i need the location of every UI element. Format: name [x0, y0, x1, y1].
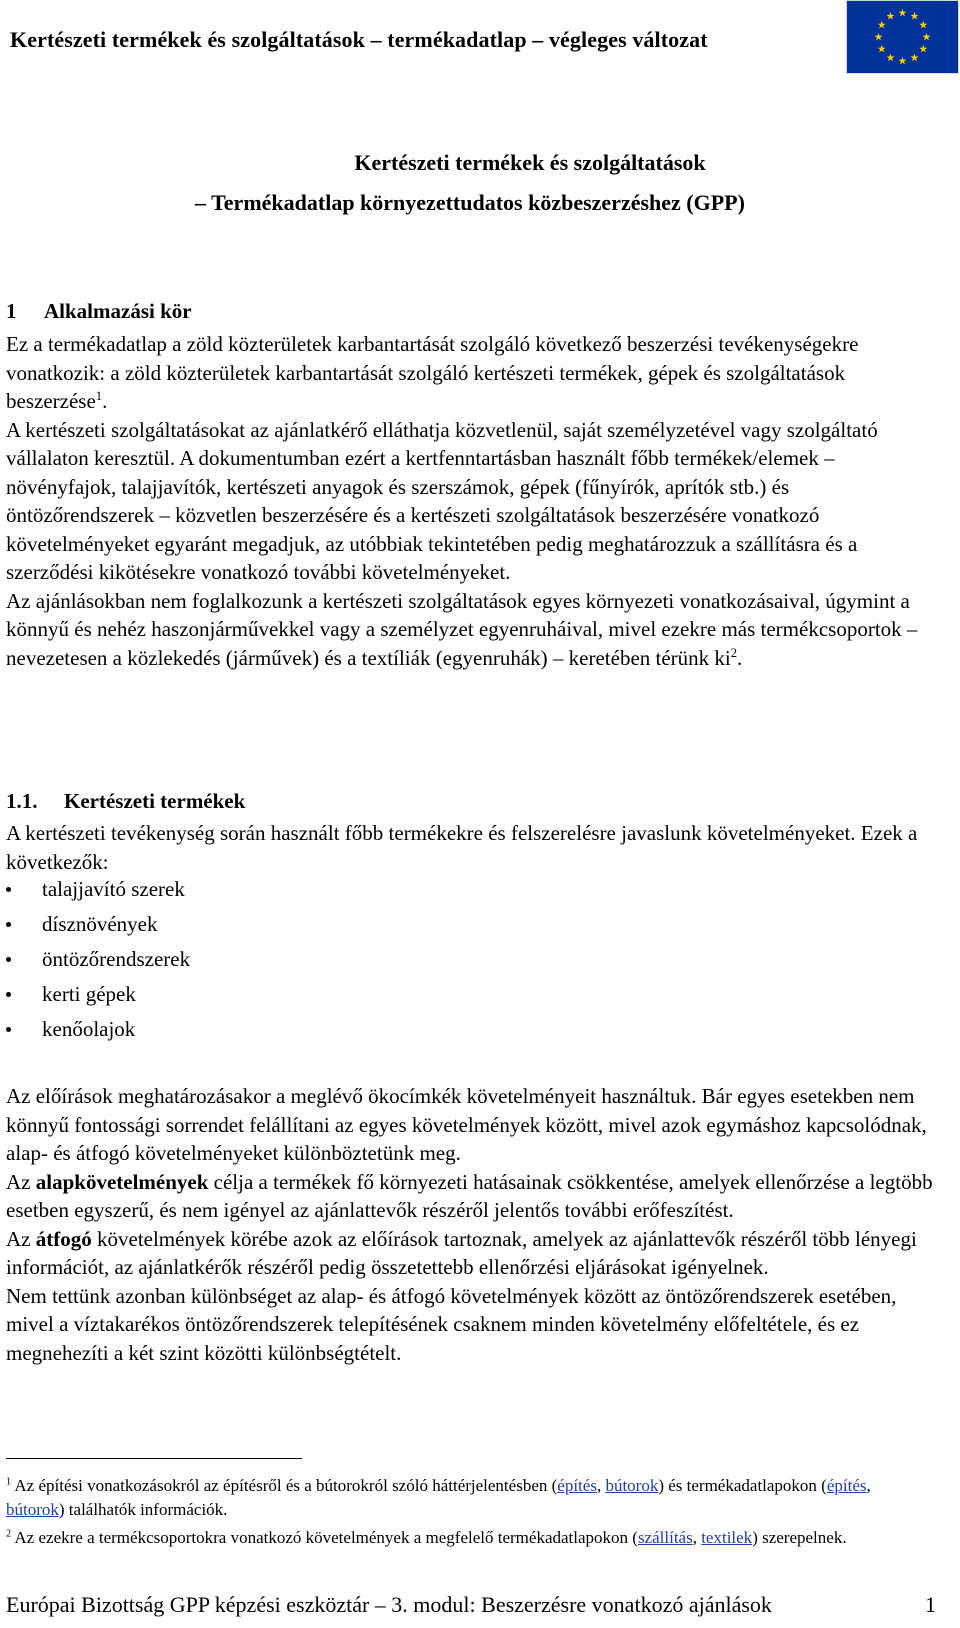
- product-list: [6, 876, 190, 1051]
- bold-term: átfogó: [35, 1226, 92, 1251]
- link-textilek[interactable]: textilek: [701, 1528, 753, 1547]
- bullet-icon: [6, 887, 11, 892]
- footnote-text: ) szerepelnek.: [752, 1528, 847, 1547]
- link-epites[interactable]: építés: [557, 1476, 597, 1495]
- paragraph-text: Az: [6, 1226, 36, 1251]
- paragraph-text: .: [737, 645, 743, 670]
- paragraph-comprehensive-criteria: [6, 1225, 936, 1282]
- footnote-text: ,: [596, 1476, 606, 1495]
- eu-flag-icon: [846, 0, 959, 74]
- section-1-1-intro: [6, 819, 936, 876]
- section-title: Kertészeti termékek: [64, 789, 246, 813]
- eu-flag-graphic: [847, 1, 958, 73]
- paragraph-scope: [6, 330, 936, 416]
- link-butorok-adatlap[interactable]: bútorok: [6, 1500, 59, 1519]
- section-number: 1: [6, 299, 17, 323]
- paragraph-text: célja a termékek fő környezeti hatásainak csökkentése, amelyek ellenőrzése a legtöbb esetben egyszerű, és nem igényel az ajánlattevők részéről jelentős további erőfeszítést.: [6, 1169, 933, 1222]
- footnote-text: ) és termékadatlapokon (: [658, 1476, 827, 1495]
- section-heading-1: [6, 299, 192, 324]
- list-item-text: talajjavító szerek: [42, 877, 185, 901]
- bullet-icon: [6, 957, 11, 962]
- footnote-2: [6, 1526, 931, 1550]
- paragraph-text: .: [102, 389, 108, 413]
- paragraph-core-criteria: [6, 1168, 936, 1225]
- list-item-text: kerti gépek: [42, 982, 136, 1006]
- list-item-text: dísznövények: [42, 912, 158, 936]
- section-1-1-body: [6, 1082, 936, 1367]
- list-item: [6, 911, 190, 946]
- paragraph-text: Az ajánlásokban nem foglalkozunk a kertészeti szolgáltatások egyes környezeti vonatkozásaival, úgymint a könnyű és nehéz haszonjárművekkel vagy a személyzet egyenruháival, mivel ezekre más termékcsoportok – nevezetesen a közlekedés (járművek) és a textíliák (egyenruhák) – keretében térünk ki: [6, 588, 918, 670]
- paragraph-exclusions: [6, 587, 936, 673]
- list-item-text: kenőolajok: [42, 1017, 136, 1041]
- footnote-text: Az ezekre a termékcsoportokra vonatkozó követelmények a megfelelő termékadatlapokon (: [14, 1528, 638, 1547]
- footnote-number: 2: [6, 1528, 12, 1540]
- footnote-separator: [6, 1458, 302, 1459]
- footnote-text: Az építési vonatkozásokról az építésről és a bútorokról szóló háttérjelentésben (: [14, 1476, 558, 1495]
- footer-text: Európai Bizottság GPP képzési eszköztár – 3. modul: Beszerzésre vonatkozó ajánlások: [6, 1592, 772, 1617]
- link-butorok[interactable]: bútorok: [605, 1476, 659, 1495]
- list-item: [6, 981, 190, 1016]
- paragraph-text: Az: [6, 1169, 36, 1194]
- page-number: 1: [925, 1592, 936, 1617]
- list-item: [6, 946, 190, 981]
- footnote-text: ) találhatók információk.: [58, 1500, 228, 1519]
- paragraph-services: A kertészeti szolgáltatásokat az ajánlatkérő elláthatja közvetlenül, saját személyzetével vagy szolgáltató vállalaton keresztül. A dokumentumban ezért a kertfenntartásban használt főbb termékek/elemek – növényfajok, talajjavítók, kertészeti anyagok és szerszámok, gépek (fűnyírók, aprítók stb.) és öntözőrendszerek – közvetlen beszerzésére és a kertészeti szolgáltatások beszerzésére vonatkozó követelményeket egyaránt megadjuk, az utóbbiak tekintetében pedig meghatározzuk a szállításra és a szerződési kikötésekre vonatkozó további követelményeket.: [6, 417, 878, 584]
- link-szallitas[interactable]: szállítás: [637, 1528, 693, 1547]
- footnote-number: 1: [6, 1476, 12, 1488]
- running-header: Kertészeti termékek és szolgáltatások – termékadatlap – végleges változat: [10, 27, 708, 52]
- section-title: Alkalmazási kör: [44, 299, 192, 323]
- section-heading-1-1: [6, 789, 245, 814]
- document-title-line1: Kertészeti termékek és szolgáltatások: [354, 150, 706, 175]
- paragraph-irrigation: Nem tettünk azonban különbséget az alap- és átfogó követelmények között az öntözőrendszerek esetében, mivel a víztakarékos öntözőrendszerek telepítésének csaknem minden követelmény előfeltétele, és ez megnehezíti a két szint közötti különbségtételt.: [6, 1283, 897, 1365]
- list-item-text: öntözőrendszerek: [42, 947, 191, 971]
- footnotes: [6, 1474, 931, 1554]
- document-title-line2: – Termékadatlap környezettudatos közbeszerzéshez (GPP): [195, 190, 745, 215]
- bullet-icon: [6, 992, 11, 997]
- bullet-icon: [6, 1027, 11, 1032]
- page-footer: [6, 1592, 936, 1618]
- list-item: [6, 1016, 190, 1051]
- list-item: [6, 876, 190, 911]
- paragraph-ecolabels: Az előírások meghatározásakor a meglévő ökocímkék követelményeit használtuk. Bár egyes esetekben nem könnyű fontossági sorrendet felállítani az egyes követelmények között, mivel azok egymáshoz kapcsolódnak, alap- és átfogó követelményeket különböztetünk meg.: [6, 1084, 927, 1165]
- link-epites-adatlap[interactable]: építés: [826, 1476, 867, 1495]
- section-1-body: [6, 330, 936, 672]
- footnote-ref-1[interactable]: 1: [95, 389, 103, 403]
- footnote-ref-2[interactable]: 2: [730, 645, 738, 660]
- footnote-text: ,: [866, 1476, 871, 1495]
- section-number: 1.1.: [6, 789, 38, 813]
- paragraph-text: követelmények körébe azok az előírások tartoznak, amelyek az ajánlattevők részéről több lényegi információt, az ajánlatkérők részéről pedig összetettebb ellenőrzési eljárásokat igényelnek.: [6, 1226, 917, 1279]
- bold-term: alapkövetelmények: [35, 1169, 209, 1194]
- footnote-text: ,: [692, 1528, 702, 1547]
- paragraph-text: Ez a termékadatlap a zöld közterületek karbantartását szolgáló következő beszerzési tevékenységekre vonatkozik: a zöld közterületek karbantartását szolgáló kertészeti termékek, gépek és szolgáltatások beszerzése: [6, 332, 859, 413]
- paragraph-intro: A kertészeti tevékenység során használt főbb termékekre és felszerelésre javaslunk követelményeket. Ezek a következők:: [6, 821, 918, 874]
- bullet-icon: [6, 922, 11, 927]
- footnote-1: [6, 1474, 931, 1522]
